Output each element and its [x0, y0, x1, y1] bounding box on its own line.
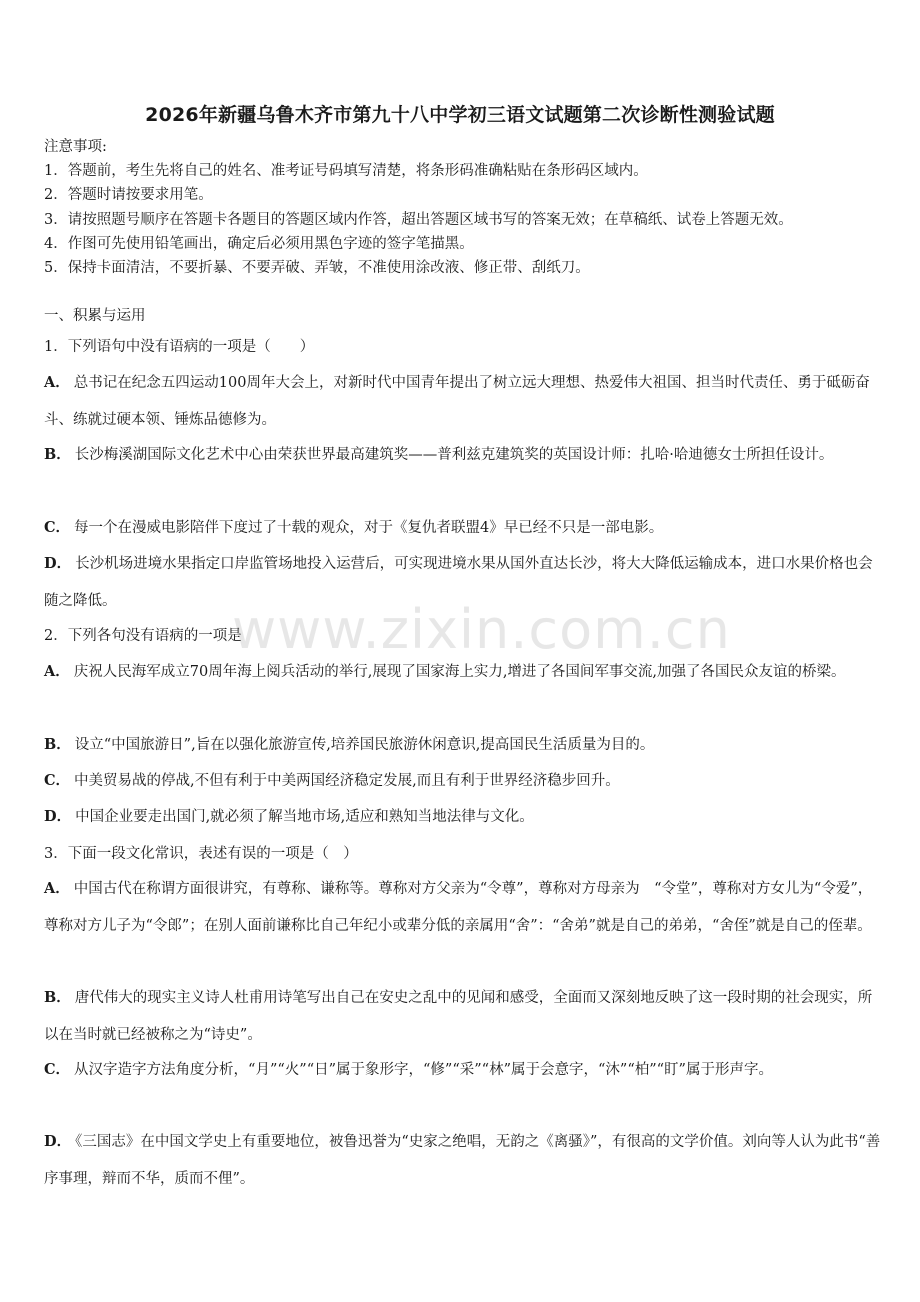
page-title: 2026年新疆乌鲁木齐市第九十八中学初三语文试题第二次诊断性测验试题	[145, 104, 775, 126]
option-text: 《三国志》在中国文学史上有重要地位，被鲁迅誉为“史家之绝唱，无韵之《离骚》”，有很高的文学价值。刘向等人认为此书“善序事理，辩而不华，质而不俚”。	[44, 1134, 881, 1187]
option-letter: C．	[44, 519, 71, 536]
notice-heading: 注意事项:	[44, 139, 107, 155]
notice-item: 5．保持卡面清洁，不要折暴、不要弄破、弄皱，不准使用涂改液、修正带、刮纸刀。	[44, 260, 590, 276]
question-option	[44, 546, 882, 619]
notice-item: 1．答题前，考生先将自己的姓名、准考证号码填写清楚，将条形码准确粘贴在条形码区域内。	[44, 163, 648, 179]
option-letter: B．	[44, 989, 71, 1006]
question-option	[44, 510, 882, 547]
question-option	[44, 980, 882, 1053]
option-letter: C．	[44, 1061, 71, 1078]
option-text: 中国古代在称谓方面很讲究，有尊称、谦称等。尊称对方父亲为“令尊”，尊称对方母亲为 “令堂”，尊称对方女儿为“令爱”，尊称对方儿子为“令郎”；在别人面前谦称比自己年纪小或辈分低的亲属用“舍”：“舍弟”就是自己的弟弟，“舍侄”就是自己的侄辈。	[44, 881, 873, 934]
option-text: 每一个在漫威电影陪伴下度过了十载的观众，对于《复仇者联盟4》早已经不只是一部电影。	[74, 520, 664, 536]
option-letter: A．	[44, 880, 70, 897]
question-option	[44, 763, 882, 800]
question-option	[44, 1052, 882, 1089]
option-letter: B．	[44, 446, 71, 463]
question-option	[44, 437, 882, 474]
option-letter: A．	[44, 663, 70, 680]
option-text: 中国企业要走出国门,就必须了解当地市场,适应和熟知当地法律与文化。	[75, 809, 534, 825]
option-text: 长沙梅溪湖国际文化艺术中心由荣获世界最高建筑奖——普利兹克建筑奖的英国设计师：扎哈·哈迪德女士所担任设计。	[74, 447, 834, 463]
notice-item: 2．答题时请按要求用笔。	[44, 187, 213, 203]
question-stem: 2．下列各句没有语病的一项是	[44, 628, 242, 644]
section-heading: 一、积累与运用	[44, 308, 146, 324]
question-option	[44, 365, 882, 438]
option-letter: C．	[44, 772, 71, 789]
question-option	[44, 799, 882, 836]
watermark: www.zixin.com.cn	[232, 598, 731, 661]
option-text: 中美贸易战的停战,不但有利于中美两国经济稳定发展,而且有利于世界经济稳步回升。	[74, 773, 620, 789]
question-option	[44, 727, 882, 764]
notice-item: 3．请按照题号顺序在答题卡各题目的答题区域内作答，超出答题区域书写的答案无效；在草稿纸、试卷上答题无效。	[44, 212, 793, 228]
question-option	[44, 1124, 882, 1197]
option-text: 庆祝人民海军成立70周年海上阅兵活动的举行,展现了国家海上实力,增进了各国间军事交流,加强了各国民众友谊的桥梁。	[73, 664, 846, 680]
question-option	[44, 871, 882, 944]
option-text: 唐代伟大的现实主义诗人杜甫用诗笔写出自己在安史之乱中的见闻和感受，全面而又深刻地反映了这一段时期的社会现实，所以在当时就已经被称之为“诗史”。	[44, 990, 873, 1043]
option-text: 设立“中国旅游日”,旨在以强化旅游宣传,培养国民旅游休闲意识,提高国民生活质量为目的。	[74, 737, 655, 753]
question-option	[44, 654, 882, 691]
option-text: 长沙机场进境水果指定口岸监管场地投入运营后，可实现进境水果从国外直达长沙，将大大降低运输成本，进口水果价格也会随之降低。	[44, 556, 873, 609]
question-stem: 1．下列语句中没有语病的一项是（ ）	[44, 339, 315, 355]
option-text: 总书记在纪念五四运动100周年大会上，对新时代中国青年提出了树立远大理想、热爱伟大祖国、担当时代责任、勇于砥砺奋斗、练就过硬本领、锤炼品德修为。	[44, 375, 870, 428]
option-letter: A．	[44, 374, 70, 391]
notice-item: 4．作图可先使用铅笔画出，确定后必须用黑色字迹的签字笔描黑。	[44, 236, 474, 252]
option-letter: D．	[44, 555, 72, 572]
option-text: 从汉字造字方法角度分析，“月”“火”“日”属于象形字，“修”“采”“林”属于会意字，“沐”“柏”“盯”属于形声字。	[74, 1062, 773, 1078]
option-letter: D．	[44, 808, 72, 825]
question-stem: 3．下面一段文化常识，表述有误的一项是（ ）	[44, 846, 358, 862]
option-letter: B．	[44, 736, 71, 753]
option-letter: D．	[44, 1133, 72, 1150]
